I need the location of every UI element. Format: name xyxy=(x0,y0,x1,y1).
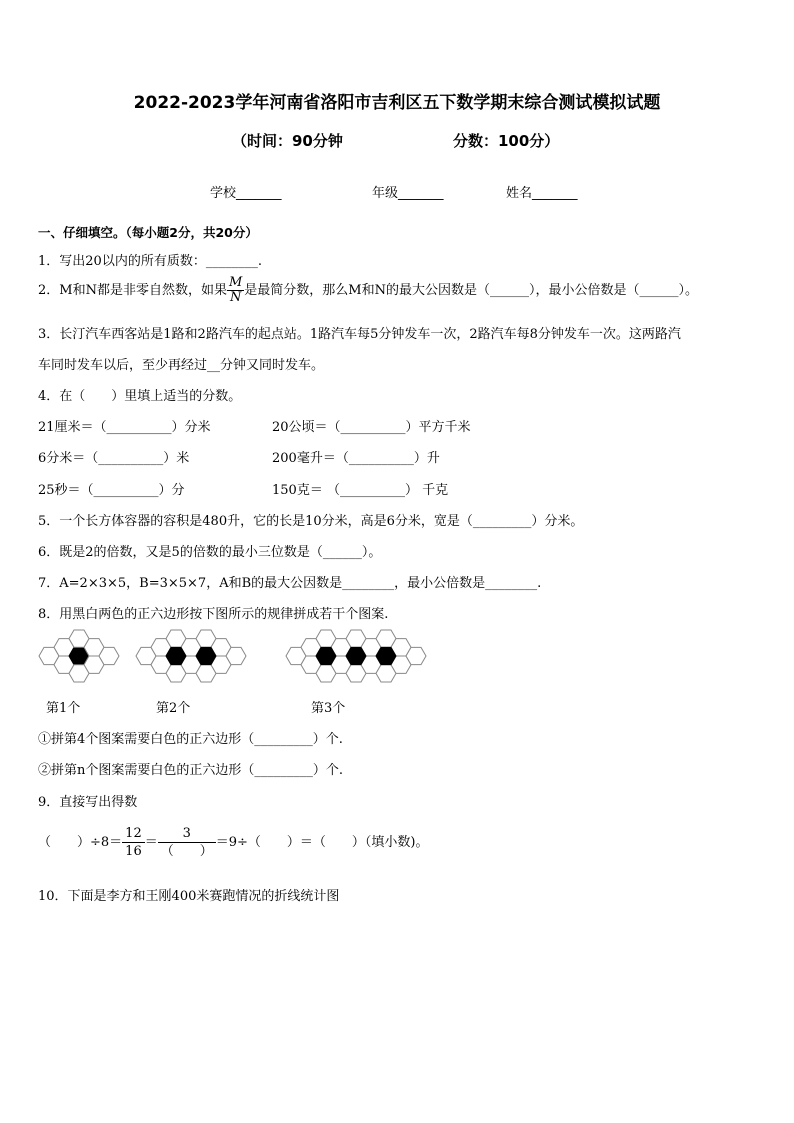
fraction-denominator: 16 xyxy=(125,844,142,859)
section-heading: 一、仔细填空。（每小题2分，共20分） xyxy=(38,225,258,240)
fraction-12-16 xyxy=(122,825,145,860)
question-7: 7．A=2×3×5，B=3×5×7，A和B的最大公因数是________，最小公倍数是________. xyxy=(38,576,542,591)
question-8: 8．用黑白两色的正六边形按下图所示的规律拼成若干个图案. xyxy=(38,607,389,622)
caption-pattern-2: 第2个 xyxy=(156,701,191,716)
hexagon-patterns xyxy=(34,628,444,688)
conversion-2a: 6分米＝（__________）米 xyxy=(38,451,190,466)
expression-part-1: （ ）÷8＝ xyxy=(38,835,123,850)
pattern-1 xyxy=(39,630,119,682)
question-3-line-1: 3．长汀汽车西客站是1路和2路汽车的起点站。1路汽车每5分钟发车一次，2路汽车每8分钟发车一次。这两路汽 xyxy=(38,327,681,342)
pattern-2 xyxy=(136,630,246,682)
fraction-numerator: 12 xyxy=(122,825,145,843)
question-8-sub-2: ②拼第n个图案需要白色的正六边形（_________）个. xyxy=(38,763,344,778)
fraction-denominator: （ ） xyxy=(160,844,213,859)
white-hexagon xyxy=(226,647,246,664)
question-2-prefix: 2．M和N都是非零自然数，如果 xyxy=(38,283,227,298)
black-hexagon xyxy=(346,647,366,664)
white-hexagon xyxy=(69,630,89,647)
question-6: 6．既是2的倍数，又是5的倍数的最小三位数是（______）。 xyxy=(38,545,382,560)
conversion-1b: 20公顷＝（__________）平方千米 xyxy=(272,420,471,435)
question-2 xyxy=(38,276,698,305)
name-field[interactable]: 姓名_______ xyxy=(506,186,578,201)
white-hexagon xyxy=(69,665,89,682)
equals-sign: ＝ xyxy=(144,835,158,850)
grade-field[interactable]: 年级_______ xyxy=(372,186,444,201)
black-hexagon xyxy=(316,647,336,664)
exam-time: （时间：90分钟 xyxy=(232,132,343,150)
white-hexagon xyxy=(99,647,119,664)
conversion-3b: 150克＝ （__________） 千克 xyxy=(272,483,449,498)
white-hexagon xyxy=(406,647,426,664)
fraction-numerator: M xyxy=(228,275,243,290)
black-hexagon xyxy=(376,647,396,664)
question-3-line-2: 车同时发车以后，至少再经过__分钟又同时发车。 xyxy=(38,358,325,373)
pattern-3 xyxy=(286,630,426,682)
question-8-sub-1: ①拼第4个图案需要白色的正六边形（_________）个. xyxy=(38,732,343,747)
fraction-m-over-n xyxy=(227,276,244,305)
exam-score: 分数：100分） xyxy=(453,132,560,150)
page-title: 2022-2023学年河南省洛阳市吉利区五下数学期末综合测试模拟试题 xyxy=(133,93,661,113)
conversion-3a: 25秒＝（__________）分 xyxy=(38,483,185,498)
question-1: 1．写出20以内的所有质数：________. xyxy=(38,254,262,269)
question-5: 5．一个长方体容器的容积是480升，它的长是10分米，高是6分米，宽是（_________）分米。 xyxy=(38,514,584,529)
fraction-numerator: 3 xyxy=(158,825,216,843)
black-hexagon xyxy=(166,647,186,664)
question-9-expression xyxy=(38,823,429,863)
question-4: 4．在（ ）里填上适当的分数。 xyxy=(38,389,242,404)
question-9: 9．直接写出得数 xyxy=(38,795,138,810)
question-10: 10．下面是李方和王刚400米赛跑情况的折线统计图 xyxy=(38,889,340,904)
fraction-3-over-blank xyxy=(158,825,216,860)
black-hexagon xyxy=(196,647,216,664)
conversion-1a: 21厘米＝（__________）分米 xyxy=(38,420,211,435)
caption-pattern-1: 第1个 xyxy=(46,701,81,716)
caption-pattern-3: 第3个 xyxy=(311,701,346,716)
fraction-denominator: N xyxy=(229,290,242,305)
question-2-suffix: 是最简分数，那么M和N的最大公因数是（______），最小公倍数是（______）。 xyxy=(244,283,698,298)
school-field[interactable]: 学校_______ xyxy=(210,186,282,201)
conversion-2b: 200毫升＝（__________）升 xyxy=(272,451,440,466)
expression-part-2: ＝9÷（ ）＝（ ）（填小数)。 xyxy=(215,835,429,850)
